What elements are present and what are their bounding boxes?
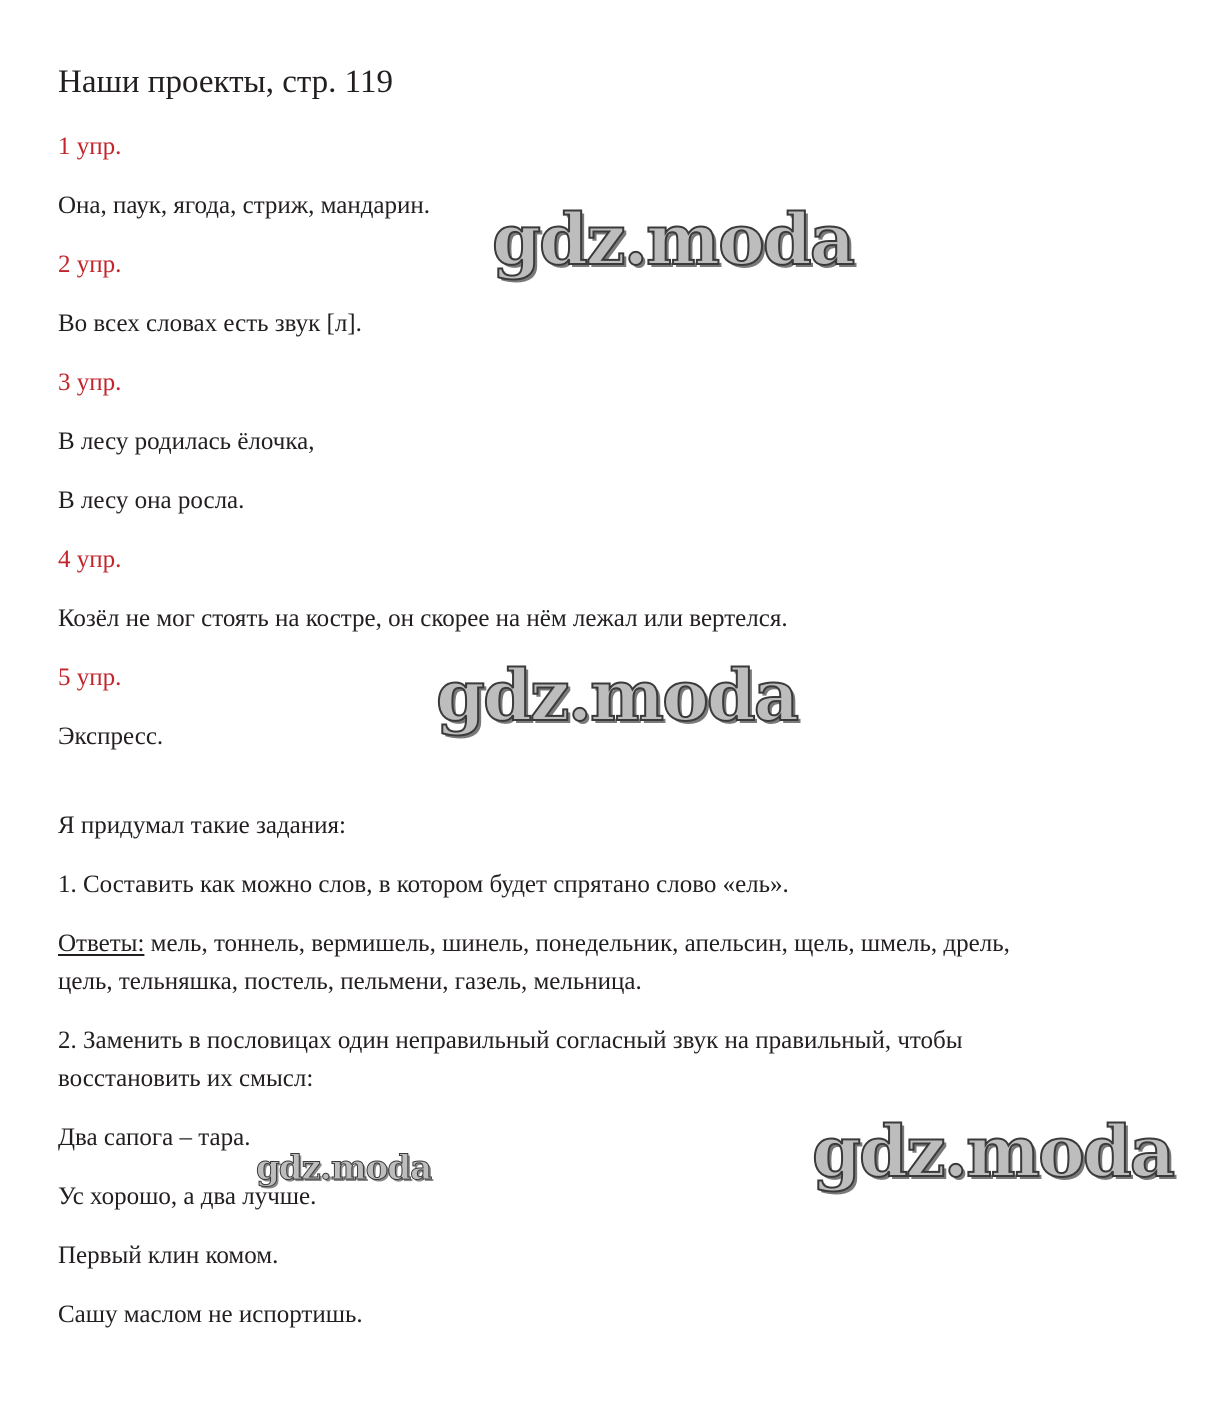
exercise-2-answer: Во всех словах есть звук [л]. (58, 310, 362, 337)
answers-line-2: цель, тельняшка, постель, пельмени, газель, мельница. (58, 968, 642, 995)
exercise-5-label: 5 упр. (58, 664, 122, 691)
watermark-logo: gdz.moda (812, 1110, 1174, 1193)
watermark-logo: gdz.moda (436, 654, 798, 737)
answers-label: Ответы: (58, 930, 145, 957)
proverb-4: Сашу маслом не испортишь. (58, 1301, 363, 1328)
proverb-1: Два сапога – тара. (58, 1124, 251, 1151)
invented-intro: Я придумал такие задания: (58, 812, 346, 839)
exercise-1-label: 1 упр. (58, 133, 122, 160)
exercise-3-answer-line-1: В лесу родилась ёлочка, (58, 428, 315, 455)
answers-line-1 (58, 925, 1010, 963)
task-2-line-1: 2. Заменить в пословицах один неправильный согласный звук на правильный, чтобы (58, 1027, 963, 1054)
exercise-3-answer-line-2: В лесу она росла. (58, 487, 245, 514)
exercise-4-answer: Козёл не мог стоять на костре, он скорее на нём лежал или вертелся. (58, 605, 788, 632)
exercise-1-answer: Она, паук, ягода, стриж, мандарин. (58, 192, 431, 219)
exercise-2-label: 2 упр. (58, 251, 122, 278)
task-2-line-2: восстановить их смысл: (58, 1065, 314, 1092)
exercise-3-label: 3 упр. (58, 369, 122, 396)
page-title: Наши проекты, стр. 119 (58, 64, 393, 100)
proverb-2: Ус хорошо, а два лучше. (58, 1183, 317, 1210)
proverb-3: Первый клин комом. (58, 1242, 279, 1269)
task-1-text: 1. Составить как можно слов, в котором будет спрятано слово «ель». (58, 871, 789, 898)
exercise-5-answer: Экспресс. (58, 723, 164, 750)
exercise-4-label: 4 упр. (58, 546, 122, 573)
watermark-logo-small: gdz.moda (256, 1148, 432, 1188)
watermark-logo: gdz.moda (492, 198, 854, 281)
answers-text-1: мель, тоннель, вермишель, шинель, понедельник, апельсин, щель, шмель, дрель, (144, 930, 1010, 957)
